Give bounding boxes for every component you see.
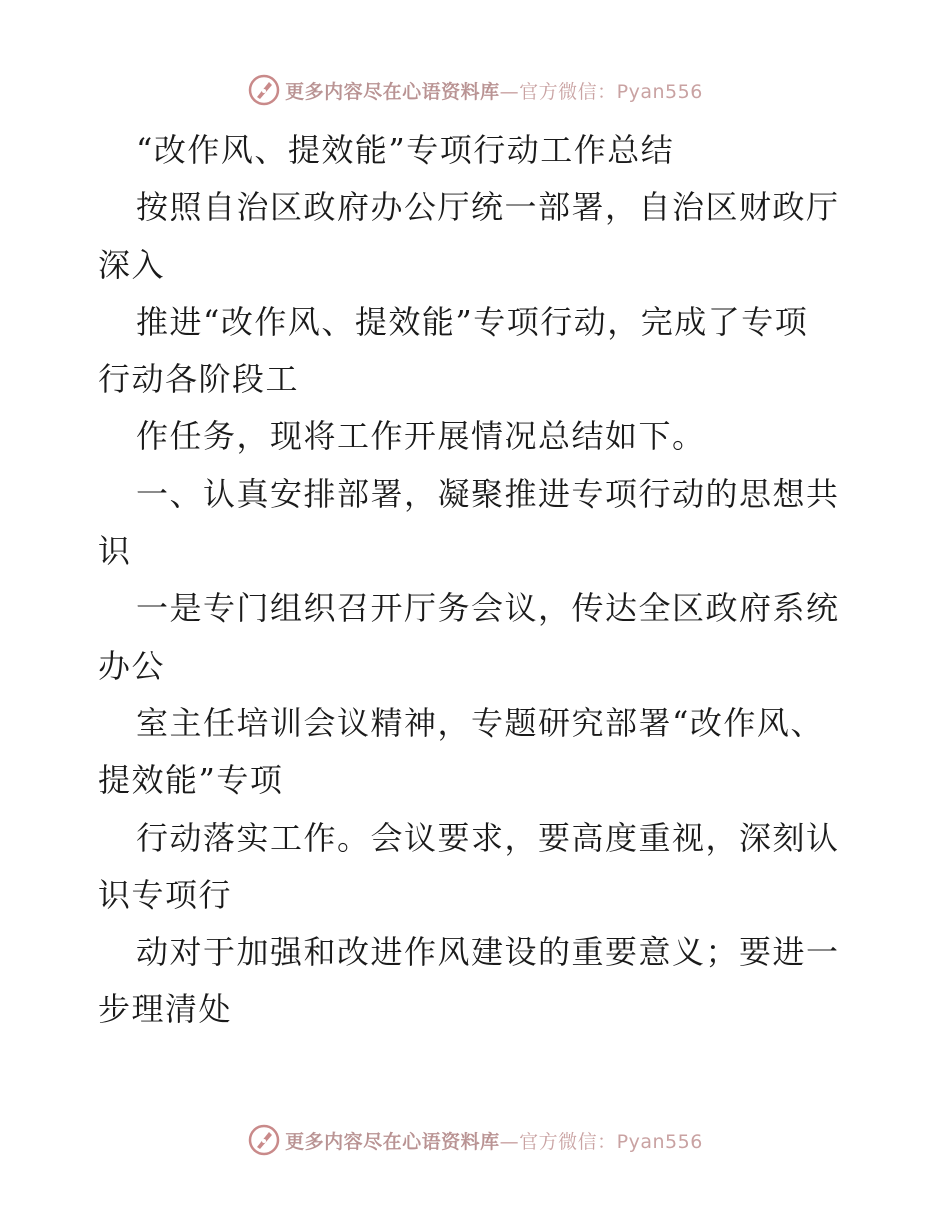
pen-nib-circle-icon xyxy=(247,1123,281,1157)
text-line: 行动落实工作。会议要求，要高度重视，深刻认 xyxy=(136,818,840,857)
text-line: 按照自治区政府办公厅统一部署，自治区财政厅 xyxy=(136,188,840,227)
watermark-contact: —官方微信：Pyan556 xyxy=(499,1130,703,1153)
text-line: 深入 xyxy=(98,245,166,284)
text-line: 步理清处 xyxy=(98,990,233,1029)
watermark-brand: 更多内容尽在心语资料库 xyxy=(285,1130,500,1153)
text-line: 识专项行 xyxy=(98,875,233,914)
watermark-brand: 更多内容尽在心语资料库 xyxy=(285,80,500,103)
text-line: 推进“改作风、提效能”专项行动，完成了专项 xyxy=(136,302,809,341)
text-line: 办公 xyxy=(98,646,166,685)
footer-watermark xyxy=(0,1120,950,1160)
section-heading-cont: 识 xyxy=(98,532,132,571)
document-title: “改作风、提效能”专项行动工作总结 xyxy=(136,131,675,169)
text-line: 提效能”专项 xyxy=(98,761,284,800)
document-body xyxy=(98,122,858,1039)
header-watermark xyxy=(0,70,950,110)
watermark-contact: —官方微信：Pyan556 xyxy=(499,80,703,103)
pen-nib-circle-icon xyxy=(247,73,281,107)
text-line: 一是专门组织召开厅务会议，传达全区政府系统 xyxy=(136,589,840,628)
section-heading: 一、认真安排部署，凝聚推进专项行动的思想共 xyxy=(136,474,840,513)
text-line: 行动各阶段工 xyxy=(98,360,300,399)
text-line: 室主任培训会议精神，专题研究部署“改作风、 xyxy=(136,703,824,742)
text-line: 动对于加强和改进作风建设的重要意义；要进一 xyxy=(136,933,840,972)
text-line: 作任务，现将工作开展情况总结如下。 xyxy=(136,417,706,456)
